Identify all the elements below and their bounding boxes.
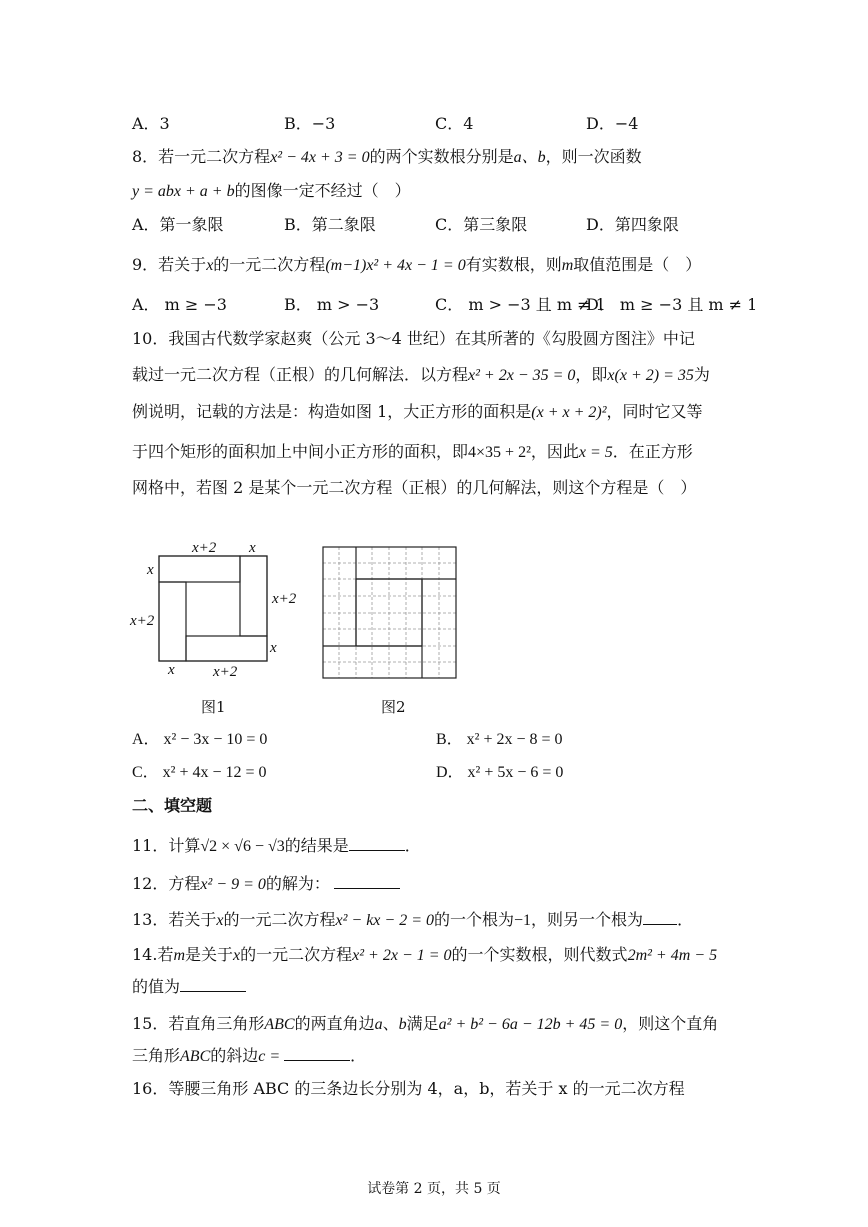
q15-answer-blank[interactable]: [284, 1046, 350, 1061]
q10-option-d: D． x² + 5x − 6 = 0: [436, 764, 564, 781]
q13-text-post: ，则另一个根为: [531, 910, 644, 929]
q11-line: [132, 835, 421, 858]
fig1-label-bottom2: x+2: [213, 664, 238, 680]
q13-text-mid2: 的一个根为: [434, 910, 515, 929]
q14-text: 14.若: [132, 945, 174, 964]
q7-option-c: C．4: [435, 114, 474, 133]
q8-option-b: B．第二象限: [284, 215, 376, 234]
q8-option-c: C．第三象限: [435, 215, 528, 234]
figure-2-grid-diagram: [322, 546, 458, 680]
q8-text-mid: 的两个实数根分别是: [369, 147, 514, 166]
page-footer: 试卷第 2 页，共 5 页: [367, 1181, 501, 1197]
fig1-rect-bottom: [186, 636, 267, 661]
q10-text3-post: ，同时它又等: [606, 402, 703, 421]
q7-option-b: B．−3: [284, 114, 336, 133]
q15-var-a: a: [374, 1016, 383, 1033]
q15-text-line2-mid: 的斜边: [210, 1046, 259, 1065]
q13-var: x: [216, 912, 224, 929]
fig2-caption: 图2: [381, 698, 406, 716]
section-fill-in-heading: 二、填空题: [132, 796, 213, 815]
q8-option-a: A．第一象限: [132, 215, 224, 234]
q11-answer-blank[interactable]: [349, 836, 405, 851]
q10-line3: [132, 401, 703, 424]
q8-roots: a、b: [513, 149, 546, 166]
q16-line: 16．等腰三角形 ABC 的三条边长分别为 4，a，b，若关于 x 的一元二次方程: [132, 1079, 685, 1098]
q14-text-mid3: 的一个实数根，则代数式: [451, 945, 628, 964]
q15-equation: a² + b² − 6a − 12b + 45 = 0: [438, 1016, 623, 1033]
fig2-grid-lines: [323, 547, 456, 678]
q10-option-b: B． x² + 2x − 8 = 0: [436, 731, 563, 748]
q8-equation: x² − 4x + 3 = 0: [270, 149, 370, 166]
q13-text: 13．若关于: [132, 910, 217, 929]
fig1-label-top1: x+2: [192, 540, 217, 556]
q15-hypotenuse: c =: [258, 1048, 281, 1065]
q15-text-mid2: 满足: [406, 1014, 439, 1033]
q14-line2: [132, 976, 246, 998]
q12-line: [132, 873, 400, 896]
q10-equation: x² + 2x − 35 = 0: [468, 367, 576, 384]
q15-text-post: ，则这个直角: [622, 1014, 719, 1033]
q12-equation: x² − 9 = 0: [200, 876, 266, 893]
q8-line1: [132, 146, 642, 169]
q9-var: x: [206, 257, 214, 274]
q15-end: ．: [350, 1046, 367, 1065]
fig1-label-left1: x: [147, 562, 154, 578]
q10-text-post: 为: [693, 365, 710, 384]
q9-text-post: 有实数根，则: [465, 255, 562, 274]
q8-text-post: ，则一次函数: [545, 147, 642, 166]
q8-function: y = abx + a + b: [132, 183, 235, 200]
q10-text3: 例说明，记载的方法是：构造如图 1，大正方形的面积是: [132, 402, 532, 421]
q8-text: 8．若一元二次方程: [132, 147, 271, 166]
q15-text: 15．若直角三角形: [132, 1014, 265, 1033]
q10-text4-post: ．在正方形: [612, 442, 693, 461]
q15-text-mid: 的两直角边: [294, 1014, 375, 1033]
q9-text: 9．若关于: [132, 255, 207, 274]
q13-line: [132, 909, 693, 932]
q12-text-post: 的解为：: [265, 874, 330, 893]
q15-text-line2: 三角形: [132, 1046, 181, 1065]
q11-end: ．: [404, 836, 421, 855]
q10-solution: x = 5: [578, 444, 613, 461]
q10-text4: 于四个矩形的面积加上中间小正方形的面积，即: [132, 442, 469, 461]
q14-text-mid: 是关于: [185, 945, 234, 964]
q14-expression: 2m² + 4m − 5: [627, 947, 718, 964]
q12-text: 12．方程: [132, 874, 201, 893]
q15-triangle2: ABC: [180, 1048, 211, 1065]
q10-text-mid: ，即: [575, 365, 608, 384]
fig1-rect-right: [240, 556, 267, 636]
q9-text-end: 取值范围是（ ）: [573, 255, 702, 274]
q14-answer-blank[interactable]: [180, 977, 246, 992]
q9-var2: m: [561, 257, 574, 274]
q8-option-d: D．第四象限: [586, 215, 679, 234]
q14-text-mid2: 的一元二次方程: [240, 945, 353, 964]
q7-option-d: D．−4: [586, 114, 639, 133]
q13-end: ．: [677, 910, 694, 929]
q10-equation2: x(x + 2) = 35: [607, 367, 694, 384]
q9-equation: (m−1)x² + 4x − 1 = 0: [325, 257, 466, 274]
fig1-rect-top: [159, 556, 240, 582]
q11-text: 11．计算: [132, 836, 201, 855]
q10-text: 载过一元二次方程（正根）的几何解法．以方程: [132, 365, 469, 384]
q15-line1: [132, 1013, 718, 1036]
q7-option-a: A．3: [132, 114, 170, 133]
q14-equation: x² + 2x − 1 = 0: [352, 947, 452, 964]
q14-text-line2: 的值为: [132, 977, 181, 996]
figure-1-diagram: [158, 555, 270, 663]
q11-expression: √2 × √6 − √3: [200, 838, 285, 855]
q10-area-expr: (x + x + 2)²: [531, 404, 607, 421]
fig1-label-top2: x: [249, 540, 256, 556]
q10-line2: [132, 364, 710, 387]
fig1-outer-square: [159, 556, 267, 661]
q15-sep: 、: [382, 1014, 399, 1033]
q13-root: −1: [514, 912, 532, 929]
q10-line1: 10．我国古代数学家赵爽（公元 3～4 世纪）在其所著的《勾股圆方图注》中记: [132, 329, 695, 348]
fig1-label-right2: x: [270, 640, 277, 656]
q14-var: m: [173, 947, 186, 964]
q10-line4: [132, 441, 693, 464]
q13-answer-blank[interactable]: [643, 910, 677, 925]
fig1-label-bottom1: x: [168, 662, 175, 678]
q15-triangle: ABC: [264, 1016, 295, 1033]
fig1-label-left2: x+2: [130, 613, 155, 629]
q14-var2: x: [233, 947, 241, 964]
fig1-caption: 图1: [201, 698, 226, 716]
q10-sum-expr: 4×35 + 2²: [468, 444, 531, 461]
fig2-construction: [323, 547, 456, 678]
q9-option-a: A． m ≥ −3: [132, 295, 227, 314]
q10-option-c: C． x² + 4x − 12 = 0: [132, 764, 267, 781]
q10-text4-mid: ，因此: [530, 442, 579, 461]
q10-option-a: A． x² − 3x − 10 = 0: [132, 731, 268, 748]
q8-question-end: 的图像一定不经过（ ）: [234, 181, 411, 200]
q10-line5: 网格中，若图 2 是某个一元二次方程（正根）的几何解法，则这个方程是（ ）: [132, 478, 697, 497]
q13-text-mid: 的一元二次方程: [223, 910, 336, 929]
fig1-label-right1: x+2: [272, 591, 297, 607]
q15-var-b: b: [398, 1016, 407, 1033]
q9-option-c: C． m > −3 且 m ≠ 1: [435, 295, 606, 314]
q11-text-post: 的结果是: [284, 836, 349, 855]
q8-line2: [132, 180, 411, 203]
q9-text-mid: 的一元二次方程: [213, 255, 326, 274]
q9-option-b: B． m > −3: [284, 295, 380, 314]
q12-answer-blank[interactable]: [334, 874, 400, 889]
q14-line1: [132, 944, 717, 967]
q15-line2: [132, 1045, 366, 1068]
q13-equation: x² − kx − 2 = 0: [335, 912, 434, 929]
q9-line: [132, 254, 701, 277]
fig1-rect-left: [159, 582, 186, 661]
q9-option-d: D． m ≥ −3 且 m ≠ 1: [586, 295, 758, 314]
